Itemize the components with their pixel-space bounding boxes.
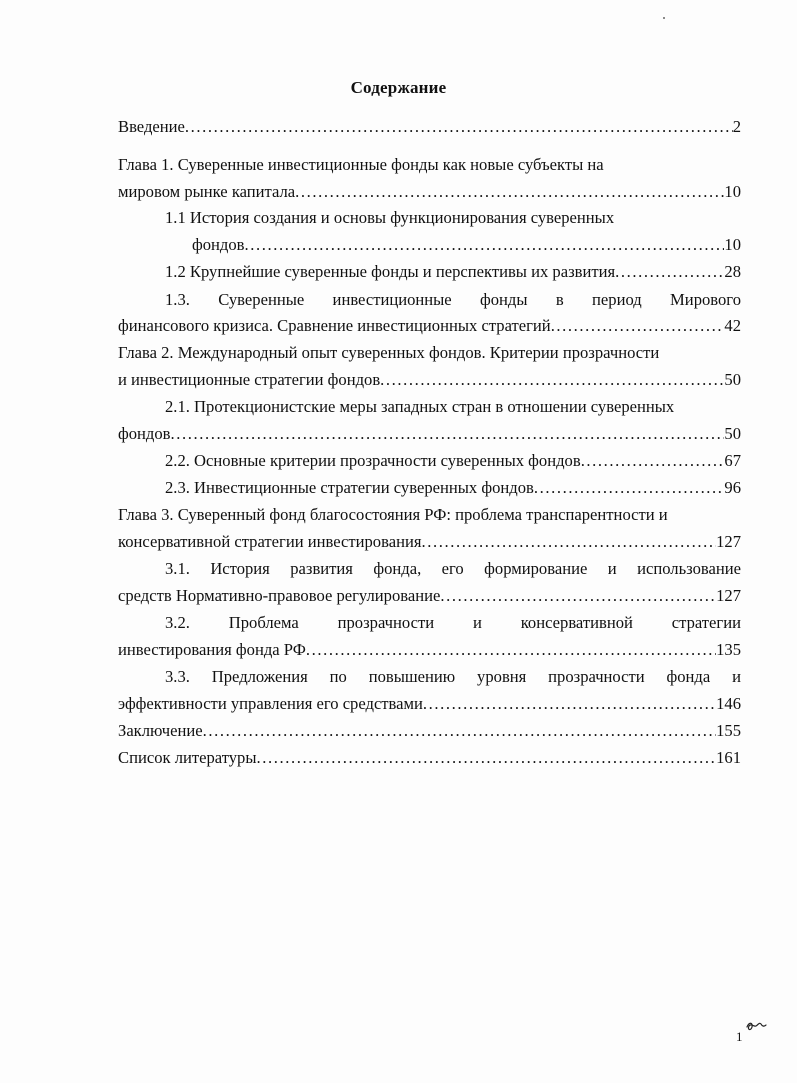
toc-page-number: 127	[716, 532, 741, 551]
toc-entry-section-3-3-line1[interactable]	[165, 664, 741, 690]
toc-entry-text: финансового кризиса. Сравнение инвестиционных стратегий	[118, 316, 551, 335]
toc-entry-text: фондов	[192, 235, 245, 254]
toc-entry-text: и инвестиционные стратегии фондов	[118, 370, 381, 389]
toc-entry-section-3-1[interactable]	[118, 583, 741, 609]
toc-entry-introduction[interactable]	[118, 114, 741, 140]
toc-entry-text: 2.2. Основные критерии прозрачности суверенных фондов	[165, 451, 581, 470]
toc-leader-dots	[295, 179, 724, 205]
toc-page-number: 146	[716, 694, 741, 713]
toc-entry-text: 3.3. Предложения по повышению уровня прозрачности фонда и	[165, 667, 741, 686]
toc-leader-dots	[185, 114, 733, 140]
toc-entry-chapter-1-line1[interactable]	[118, 152, 741, 178]
toc-entry-text: Заключение	[118, 721, 203, 740]
toc-entry-chapter-2[interactable]	[118, 367, 741, 393]
toc-leader-dots	[423, 691, 716, 717]
toc-page-number: 127	[716, 586, 741, 605]
toc-page-number: 67	[724, 451, 741, 470]
toc-entry-section-3-1-line1[interactable]	[165, 556, 741, 582]
toc-entry-text: мировом рынке капитала	[118, 182, 296, 201]
toc-leader-dots	[534, 475, 725, 501]
toc-entry-section-1-2[interactable]	[165, 259, 741, 285]
toc-entry-text: консервативной стратегии инвестирования	[118, 532, 422, 551]
toc-entry-chapter-2-line1[interactable]	[118, 340, 741, 366]
toc-leader-dots	[380, 367, 724, 393]
toc-entry-section-1-1-line1[interactable]	[165, 205, 741, 231]
toc-page-number: 96	[724, 478, 741, 497]
toc-entry-section-2-1-line1[interactable]	[165, 394, 741, 420]
toc-entry-section-2-3[interactable]	[165, 475, 741, 501]
toc-entry-text: Глава 1. Суверенные инвестиционные фонды как новые субъекты на	[118, 155, 604, 174]
toc-entry-text: Глава 2. Международный опыт суверенных фондов. Критерии прозрачности	[118, 343, 660, 362]
toc-leader-dots	[440, 583, 716, 609]
toc-entry-section-3-2[interactable]	[118, 637, 741, 663]
toc-page-number: 2	[732, 117, 741, 136]
toc-leader-dots	[171, 421, 725, 447]
toc-entry-chapter-3[interactable]	[118, 529, 741, 555]
toc-entry-text: эффективности управления его средствами	[118, 694, 423, 713]
toc-entry-section-1-3[interactable]	[118, 313, 741, 339]
toc-entry-section-2-1[interactable]	[118, 421, 741, 447]
toc-entry-chapter-3-line1[interactable]	[118, 502, 741, 528]
scan-speck	[663, 17, 665, 19]
handwritten-mark-icon	[744, 1018, 768, 1034]
toc-leader-dots	[581, 448, 725, 474]
toc-leader-dots	[257, 745, 717, 771]
toc-leader-dots	[306, 637, 716, 663]
toc-entry-text: Глава 3. Суверенный фонд благосостояния РФ: проблема транспарентности и	[118, 505, 668, 524]
toc-entry-section-1-1[interactable]	[192, 232, 741, 258]
toc-leader-dots	[421, 529, 716, 555]
toc-page-number: 155	[716, 721, 741, 740]
toc-entry-section-3-3[interactable]	[118, 691, 741, 717]
toc-entry-text: фондов	[118, 424, 171, 443]
toc-entry-section-2-2[interactable]	[165, 448, 741, 474]
toc-leader-dots	[245, 232, 725, 258]
toc-leader-dots	[203, 718, 716, 744]
toc-page-number: 10	[724, 182, 741, 201]
toc-entry-text: 1.1 История создания и основы функционирования суверенных	[165, 208, 615, 227]
toc-entry-text: 2.3. Инвестиционные стратегии суверенных фондов	[165, 478, 534, 497]
toc-title: Содержание	[350, 78, 447, 97]
toc-page-number: 42	[724, 316, 741, 335]
toc-entry-text: Список литературы	[118, 748, 257, 767]
toc-entry-text: Введение	[118, 117, 185, 136]
toc-leader-dots	[615, 259, 724, 285]
toc-entry-text: 2.1. Протекционистские меры западных стран в отношении суверенных	[165, 397, 675, 416]
toc-entry-text: средств Нормативно-правовое регулирование	[118, 586, 441, 605]
page-number: 1	[736, 1029, 743, 1044]
toc-entry-text: 1.3. Суверенные инвестиционные фонды в период Мирового	[165, 290, 741, 309]
toc-entry-text: 3.2. Проблема прозрачности и консервативной стратегии	[165, 613, 741, 632]
toc-page-number: 50	[724, 370, 741, 389]
toc-leader-dots	[551, 313, 725, 339]
toc-entry-text: инвестирования фонда РФ	[118, 640, 306, 659]
toc-entry-section-1-3-line1[interactable]	[165, 287, 741, 313]
toc-page-number: 28	[724, 262, 741, 281]
toc-page-number: 161	[716, 748, 741, 767]
toc-page-number: 10	[724, 235, 741, 254]
toc-entry-section-3-2-line1[interactable]	[165, 610, 741, 636]
toc-entry-text: 3.1. История развития фонда, его формирование и использование	[165, 559, 741, 578]
toc-page-number: 135	[716, 640, 741, 659]
toc-entry-bibliography[interactable]	[118, 745, 741, 771]
toc-entry-text: 1.2 Крупнейшие суверенные фонды и перспективы их развития	[165, 262, 616, 281]
toc-entry-conclusion[interactable]	[118, 718, 741, 744]
toc-page-number: 50	[724, 424, 741, 443]
toc-entry-chapter-1[interactable]	[118, 179, 741, 205]
